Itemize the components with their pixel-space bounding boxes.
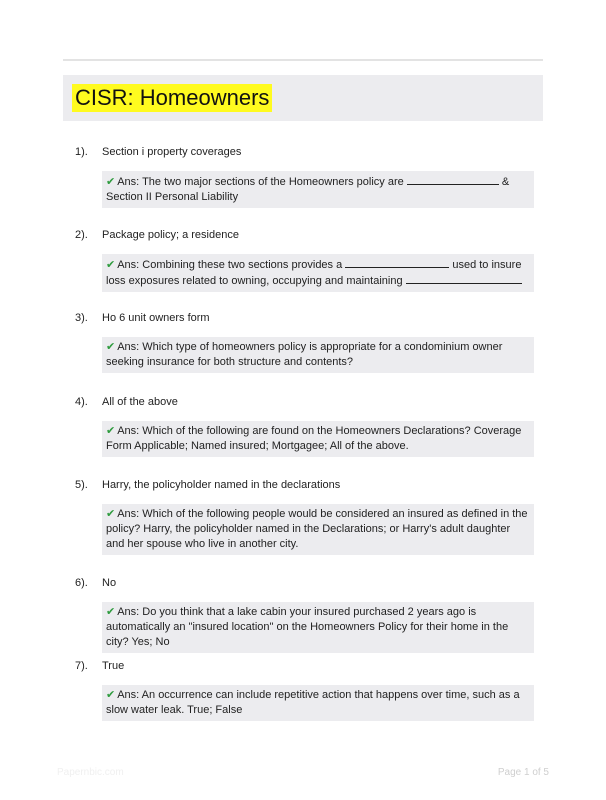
qa-item [63,393,543,452]
qa-item [63,143,543,203]
answer-box [102,254,534,292]
qa-item [63,657,543,716]
question-number: 3). [75,312,88,324]
check-icon: ✔ [106,259,116,271]
page-title: CISR: Homeowners [72,84,272,112]
question-text: Harry, the policyholder named in the declarations [102,479,341,491]
answer-box [102,171,534,208]
answer-text: & Section II Personal Liability [106,176,510,203]
answer-text: Ans: Which type of homeowners policy is appropriate for a condominium owner seeking insurance for both structure and contents? [106,341,503,368]
fill-in-blank [407,174,499,185]
question-number: 2). [75,229,88,241]
qa-item [63,226,543,287]
check-icon: ✔ [106,689,116,701]
question-number: 5). [75,479,88,491]
page-number: Page 1 of 5 [497,767,549,778]
question-number: 4). [75,396,88,408]
check-icon: ✔ [106,606,116,618]
question-text: Package policy; a residence [102,229,239,241]
question-text: No [102,577,117,589]
check-icon: ✔ [106,508,116,520]
top-rule [63,59,543,61]
answer-text: Ans: The two major sections of the Homeowners policy are [117,176,407,188]
fill-in-blank [345,257,449,268]
question-text: All of the above [102,396,178,408]
question-number: 7). [75,660,88,672]
question-text: Ho 6 unit owners form [102,312,210,324]
answer-text: Ans: Do you think that a lake cabin your insured purchased 2 years ago is automatically an "insured location" on the Homeowners Policy for their home in the city? Yes; No [106,606,509,648]
answer-box [102,602,534,653]
answer-text: Ans: Combining these two sections provides a [117,259,346,271]
question-number: 6). [75,577,88,589]
qa-item [63,574,543,648]
qa-item [63,309,543,368]
answer-text: used to insure loss exposures related to owning, occupying and maintaining [106,259,522,287]
answer-box [102,421,534,457]
footer-watermark: Papernbic.com [57,767,124,778]
question-text: Section i property coverages [102,146,242,158]
check-icon: ✔ [106,176,116,188]
check-icon: ✔ [106,341,116,353]
answer-text: Ans: Which of the following people would be considered an insured as defined in the policy? Harry, the policyholder named in the Declarations; or Harry's adult daughter and her spouse who live in another city. [106,508,528,550]
fill-in-blank [406,273,522,284]
answer-box [102,685,534,721]
qa-item [63,476,543,550]
question-number: 1). [75,146,88,158]
answer-box [102,337,534,373]
answer-box [102,504,534,555]
title-bar [63,75,543,121]
question-text: True [102,660,125,672]
answer-text: Ans: An occurrence can include repetitive action that happens over time, such as a slow water leak. True; False [106,689,520,716]
check-icon: ✔ [106,425,116,437]
answer-text: Ans: Which of the following are found on the Homeowners Declarations? Coverage Form Applicable; Named insured; Mortgagee; All of the above. [106,425,522,452]
